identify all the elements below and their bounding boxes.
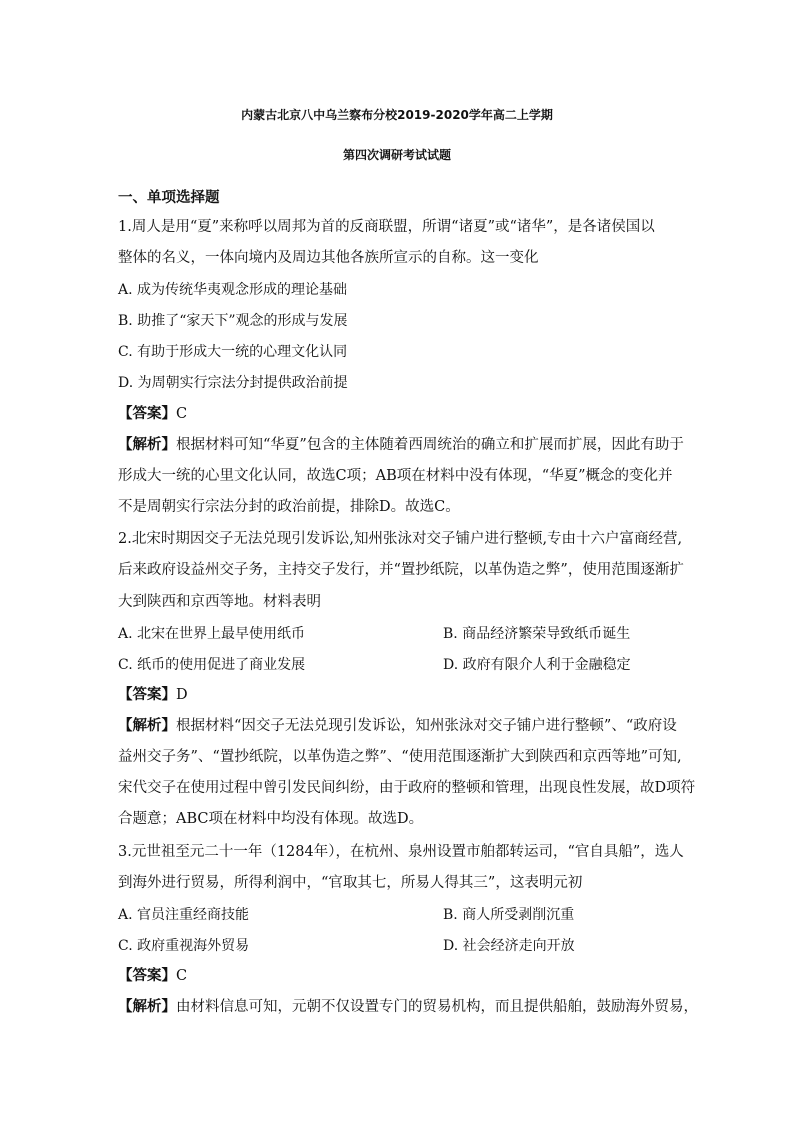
analysis-text: 益州交子务”、“置抄纸院，以革伪造之弊”、“使用范围逐渐扩大到陕西和京西等地”可知, xyxy=(118,749,682,765)
option-b: B. 商人所受剥削沉重 xyxy=(443,907,575,923)
option-c: C. 纸币的使用促进了商业发展 xyxy=(118,657,306,673)
analysis-text: 由材料信息可知，元朝不仅设置专门的贸易机构，而且提供船舶，鼓励海外贸易， xyxy=(176,999,698,1015)
section-heading: 一、单项选择题 xyxy=(118,190,220,206)
answer-line xyxy=(118,405,187,423)
answer-label: 【答案】 xyxy=(118,968,176,984)
document-subtitle: 第四次调研考试试题 xyxy=(342,148,451,162)
analysis-text: 合题意；ABC项在材料中均没有体现。故选D。 xyxy=(118,811,424,827)
question-stem: 大到陕西和京西等地。材料表明 xyxy=(118,594,321,610)
question-stem: 3.元世祖至元二十一年（1284年），在杭州、泉州设置市舶都转运司，“官自具船”，选人 xyxy=(118,844,684,860)
answer-label: 【答案】 xyxy=(118,406,176,422)
answer-value: C xyxy=(176,406,188,422)
analysis-line xyxy=(118,436,684,454)
option-c: C. 政府重视海外贸易 xyxy=(118,938,250,954)
option-d: D. 为周朝实行宗法分封提供政治前提 xyxy=(118,375,348,391)
analysis-text: 形成大一统的心里文化认同，故选C项；AB项在材料中没有体现，“华夏”概念的变化并 xyxy=(118,468,673,484)
answer-label: 【答案】 xyxy=(118,687,176,703)
question-stem: 1.周人是用“夏”来称呼以周邦为首的反商联盟，所谓“诸夏”或“诸华”，是各诸侯国以 xyxy=(118,219,655,235)
option-b: B. 商品经济繁荣导致纸币诞生 xyxy=(443,626,631,642)
answer-value: C xyxy=(176,968,188,984)
analysis-text: 根据材料“因交子无法兑现引发诉讼，知州张泳对交子铺户进行整顿”、“政府设 xyxy=(176,718,677,734)
question-stem: 2.北宋时期因交子无法兑现引发诉讼,知州张泳对交子铺户进行整顿,专由十六户富商经营, xyxy=(118,531,683,547)
answer-line xyxy=(118,686,188,704)
option-a: A. 北宋在世界上最早使用纸币 xyxy=(118,626,306,642)
option-a: A. 官员注重经商技能 xyxy=(118,907,250,923)
option-b: B. 助推了“家天下”观念的形成与发展 xyxy=(118,313,348,329)
document-title: 内蒙古北京八中乌兰察布分校2019-2020学年高二上学期 xyxy=(241,108,553,122)
analysis-text: 不是周朝实行宗法分封的政治前提，排除D。故选C。 xyxy=(118,499,460,515)
analysis-label: 【解析】 xyxy=(118,718,176,734)
option-d: D. 社会经济走向开放 xyxy=(443,938,575,954)
option-c: C. 有助于形成大一统的心理文化认同 xyxy=(118,344,348,360)
analysis-label: 【解析】 xyxy=(118,437,176,453)
analysis-text: 根据材料可知“华夏”包含的主体随着西周统治的确立和扩展而扩展，因此有助于 xyxy=(176,437,684,453)
analysis-line xyxy=(118,998,698,1016)
option-a: A. 成为传统华夷观念形成的理论基础 xyxy=(118,282,348,298)
question-stem: 后来政府设益州交子务，主持交子发行，并“置抄纸院，以革伪造之弊”，使用范围逐渐扩 xyxy=(118,562,684,578)
answer-value: D xyxy=(176,687,188,703)
option-d: D. 政府有限介人利于金融稳定 xyxy=(443,657,631,673)
answer-line xyxy=(118,967,187,985)
analysis-label: 【解析】 xyxy=(118,999,176,1015)
question-stem: 到海外进行贸易，所得利润中，“官取其七，所易人得其三”，这表明元初 xyxy=(118,875,583,891)
analysis-text: 宋代交子在使用过程中曾引发民间纠纷，由于政府的整顿和管理，出现良性发展，故D项符 xyxy=(118,780,696,796)
question-stem: 整体的名义，一体向境内及周边其他各族所宣示的自称。这一变化 xyxy=(118,250,539,266)
analysis-line xyxy=(118,717,677,735)
